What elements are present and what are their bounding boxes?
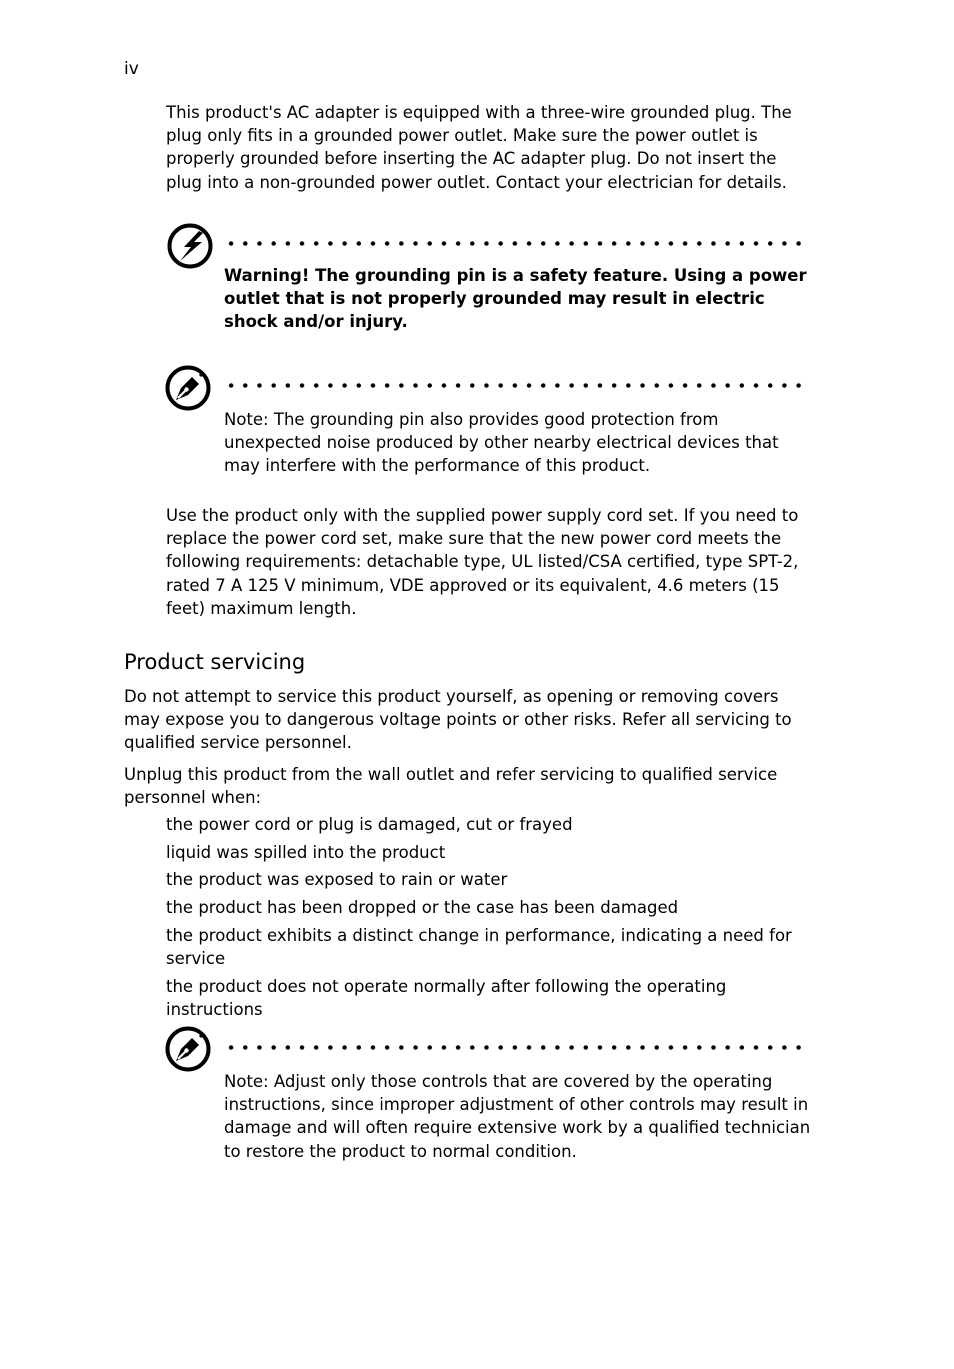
list-item: the power cord or plug is damaged, cut or frayed bbox=[166, 815, 573, 834]
list-item: the product was exposed to rain or water bbox=[166, 870, 508, 889]
list-item: liquid was spilled into the product bbox=[166, 843, 446, 862]
servicing-paragraph: Do not attempt to service this product yourself, as opening or removing covers may expose you to dangerous voltage points or other risks. Refer all servicing to qualified service personnel. bbox=[124, 687, 792, 753]
note-divider bbox=[224, 1045, 810, 1050]
warning-text: Warning! The grounding pin is a safety feature. Using a power outlet that is not properly grounded may result in electric shock and/or injury. bbox=[224, 266, 807, 332]
note-label: Note: bbox=[224, 410, 269, 429]
list-item: the product has been dropped or the case has been damaged bbox=[166, 898, 679, 917]
note-text bbox=[224, 1070, 814, 1163]
note-body: The grounding pin also provides good protection from unexpected noise produced by other nearby electrical devices that may interfere with the performance of this product. bbox=[224, 410, 779, 476]
warning-divider bbox=[224, 241, 810, 246]
list-item: the product does not operate normally after following the operating instructions bbox=[166, 977, 727, 1020]
note-label: Note: bbox=[224, 1072, 269, 1091]
note-pen-icon bbox=[164, 1025, 212, 1073]
note-body: Adjust only those controls that are covered by the operating instructions, since improper adjustment of other controls may result in damage and will often require extensive work by a qualified technician to restore the product to normal condition. bbox=[224, 1072, 811, 1161]
intro-paragraph: This product's AC adapter is equipped with a three-wire grounded plug. The plug only fits in a grounded power outlet. Make sure the power outlet is properly grounded before inserting the AC adapter plug. Do not insert the plug into a non-grounded power outlet. Contact your electrician for details. bbox=[166, 103, 792, 192]
cord-paragraph: Use the product only with the supplied power supply cord set. If you need to replace the power cord set, make sure that the new power cord meets the following requirements: detachable type, UL listed/CSA certified, type SPT-2, rated 7 A 125 V minimum, VDE approved or its equivalent, 4.6 meters (15 feet) maximum length. bbox=[166, 506, 799, 618]
unplug-paragraph: Unplug this product from the wall outlet and refer servicing to qualified service personnel when: bbox=[124, 765, 778, 808]
note-text bbox=[224, 408, 814, 478]
note-pen-icon bbox=[164, 364, 212, 412]
section-heading: Product servicing bbox=[124, 650, 306, 674]
page-number: iv bbox=[124, 59, 139, 79]
lightning-warning-icon bbox=[166, 222, 214, 270]
list-item: the product exhibits a distinct change in performance, indicating a need for service bbox=[166, 926, 792, 969]
note-divider bbox=[224, 383, 810, 388]
